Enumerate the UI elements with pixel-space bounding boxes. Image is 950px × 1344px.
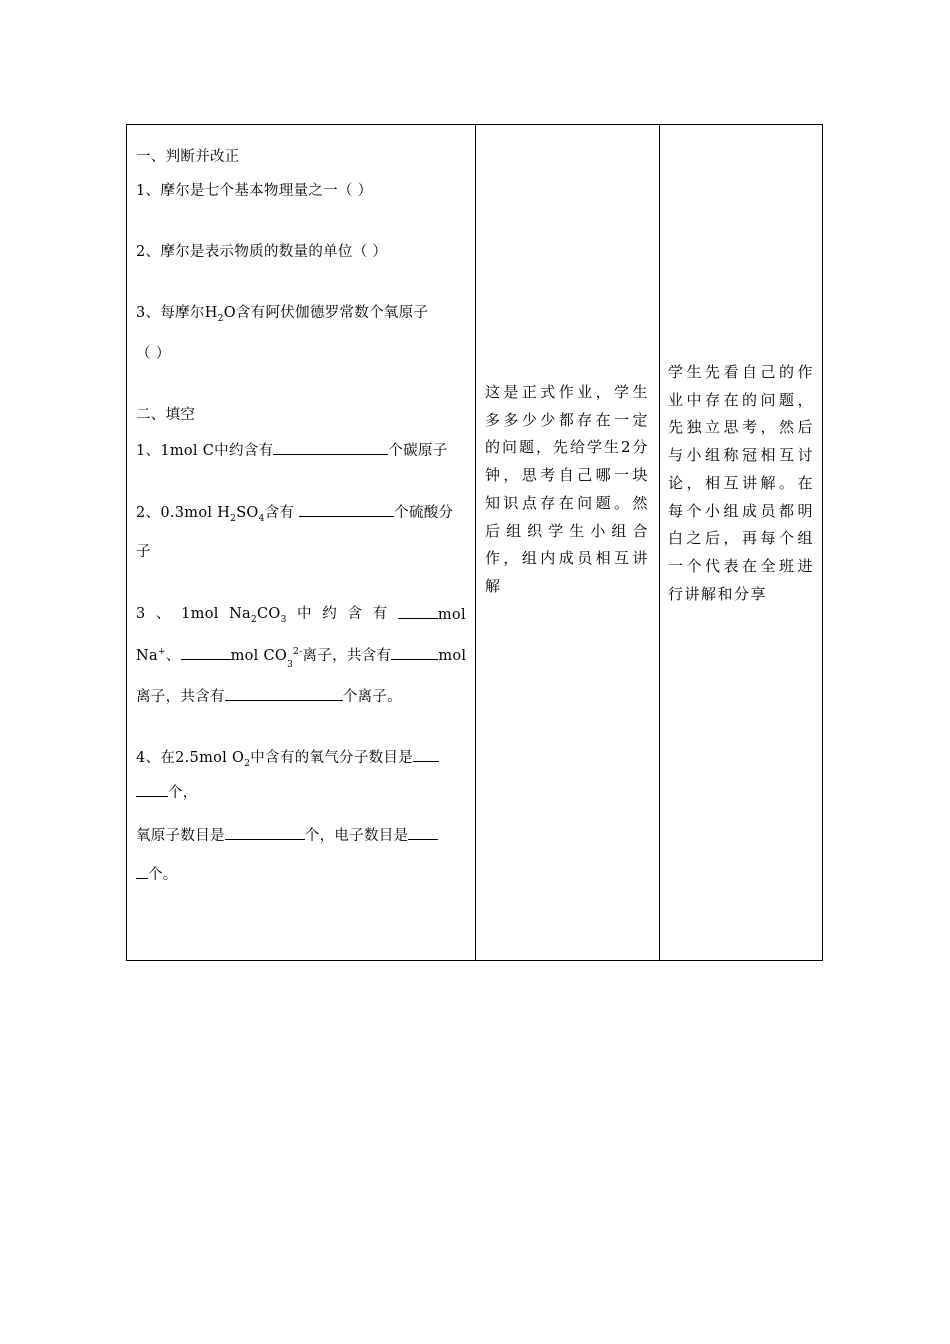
- answer-blank[interactable]: [273, 440, 388, 455]
- judge-q3: 3、每摩尔$H_2O$含有阿伏伽德罗常数个氧原子: [136, 305, 429, 324]
- answer-blank[interactable]: [225, 686, 343, 701]
- fill-q4-line4: 个。: [136, 864, 178, 885]
- fill-q4-line3: 氧原子数目是 个，电子数目是: [136, 825, 438, 846]
- answer-blank[interactable]: [398, 604, 438, 619]
- answer-blank[interactable]: [181, 645, 231, 660]
- answer-blank[interactable]: [391, 645, 438, 660]
- fill-q1: 1、1mol C中约含有 个碳原子: [136, 440, 448, 461]
- fill-q3-line3: 离子，共含有 个离子。: [136, 686, 402, 707]
- answer-blank[interactable]: [408, 825, 438, 840]
- fill-q4-cont: 个，: [136, 782, 198, 803]
- teacher-activity-text: 这是正式作业，学生多多少少都存在一定的问题，先给学生2分钟，思考自己哪一块知识点存在问题。然后组织学生小组合作，组内成员相互讲解: [485, 383, 649, 595]
- lesson-table: [126, 124, 823, 961]
- section2-heading: 二、填空: [136, 407, 196, 423]
- judge-q2: 2、摩尔是表示物质的数量的单位（ ）: [136, 244, 388, 260]
- judge-q1: 1、摩尔是七个基本物理量之一（ ）: [136, 183, 373, 199]
- fill-q2: 2、0.3mol $H_2SO_4$含有 个硫酸分: [136, 502, 453, 523]
- section1-heading: 一、判断并改正: [136, 149, 240, 165]
- student-activity-cell: [660, 125, 823, 961]
- exercise-cell: [127, 125, 476, 961]
- fill-q4: 4、在2.5mol $O_2$中含有的氧气分子数目是: [136, 747, 439, 768]
- answer-blank[interactable]: [136, 782, 168, 797]
- judge-q3-paren: （ ）: [136, 346, 171, 362]
- answer-blank[interactable]: [225, 825, 305, 840]
- fill-q3: 3 、 1mol $Na_2CO_3$ 中 约 含 有 mol: [136, 606, 466, 625]
- teacher-activity-cell: [476, 125, 660, 961]
- fill-q3-line2: Na+、 mol $CO_3^{2-}$离子，共含有 mol: [136, 645, 466, 666]
- answer-blank[interactable]: [413, 747, 439, 762]
- student-activity-text: 学生先看自己的作业中存在的问题，先独立思考，然后与小组称冠相互讨论，相互讲解。在每个小组成员都明白之后，再每个组一个代表在全班进行讲解和分享: [668, 363, 814, 603]
- fill-q2-cont: 子: [136, 544, 151, 560]
- answer-blank[interactable]: [136, 864, 148, 879]
- answer-blank[interactable]: [299, 502, 394, 517]
